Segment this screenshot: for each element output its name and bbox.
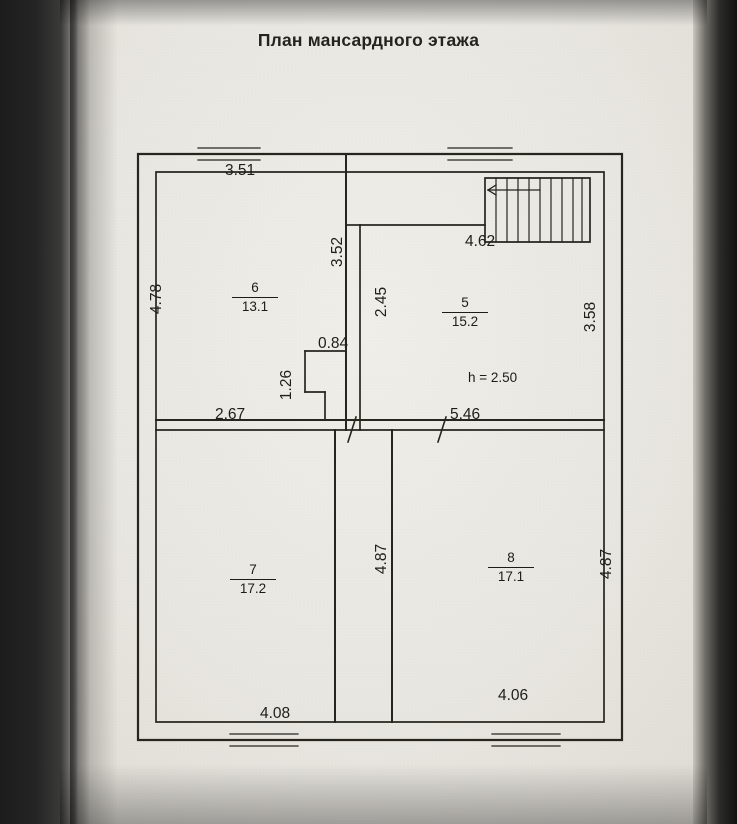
room-label-7 [230,562,276,596]
dim-niche-0-84: 0.84 [318,335,349,352]
ceiling-height-note: h = 2.50 [468,370,518,385]
floor-plan-svg [120,130,640,770]
room-6-number: 6 [232,280,278,298]
dim-center-4-87: 4.87 [373,543,391,575]
floor-plan-drawing [120,130,640,770]
window-top-left [198,148,260,160]
inner-wall-outline [156,172,604,722]
staircase-outline [485,178,590,242]
room-6-area: 13.1 [241,298,269,314]
dim-mid-5-46: 5.46 [450,406,481,423]
dim-mid-2-67: 2.67 [215,406,246,423]
window-bottom-right [492,734,560,746]
dim-top-left: 3.51 [225,162,256,179]
dim-right-3-58: 3.58 [582,301,600,333]
room-8-number: 8 [488,550,534,568]
room-8-area: 17.1 [497,568,525,584]
room-label-5 [442,295,488,329]
page-bottom-shadow [60,764,707,824]
room-label-8 [488,550,534,584]
book-edge-right [693,0,737,824]
dim-mid-2-45: 2.45 [373,286,391,318]
dim-niche-1-26: 1.26 [278,369,296,401]
dim-right-4-87: 4.87 [598,548,616,580]
room-label-6 [232,280,278,314]
window-top-right [448,148,512,160]
window-bottom-left [230,734,298,746]
room-5-area: 15.2 [451,313,479,329]
dim-left-upper: 4.78 [148,283,166,315]
room-5-number: 5 [442,295,488,313]
book-spine-left [0,0,78,824]
room-7-area: 17.2 [239,580,267,596]
page-top-shadow [60,0,707,26]
room-7-number: 7 [230,562,276,580]
dim-mid-3-52: 3.52 [329,236,347,268]
dim-bottom-4-06: 4.06 [498,687,529,704]
dim-bottom-4-08: 4.08 [260,705,291,722]
dim-top-right: 4.62 [465,233,496,250]
staircase-treads [496,178,582,242]
page-curvature-shadow [78,0,118,824]
page-title: План мансардного этажа [257,30,480,50]
